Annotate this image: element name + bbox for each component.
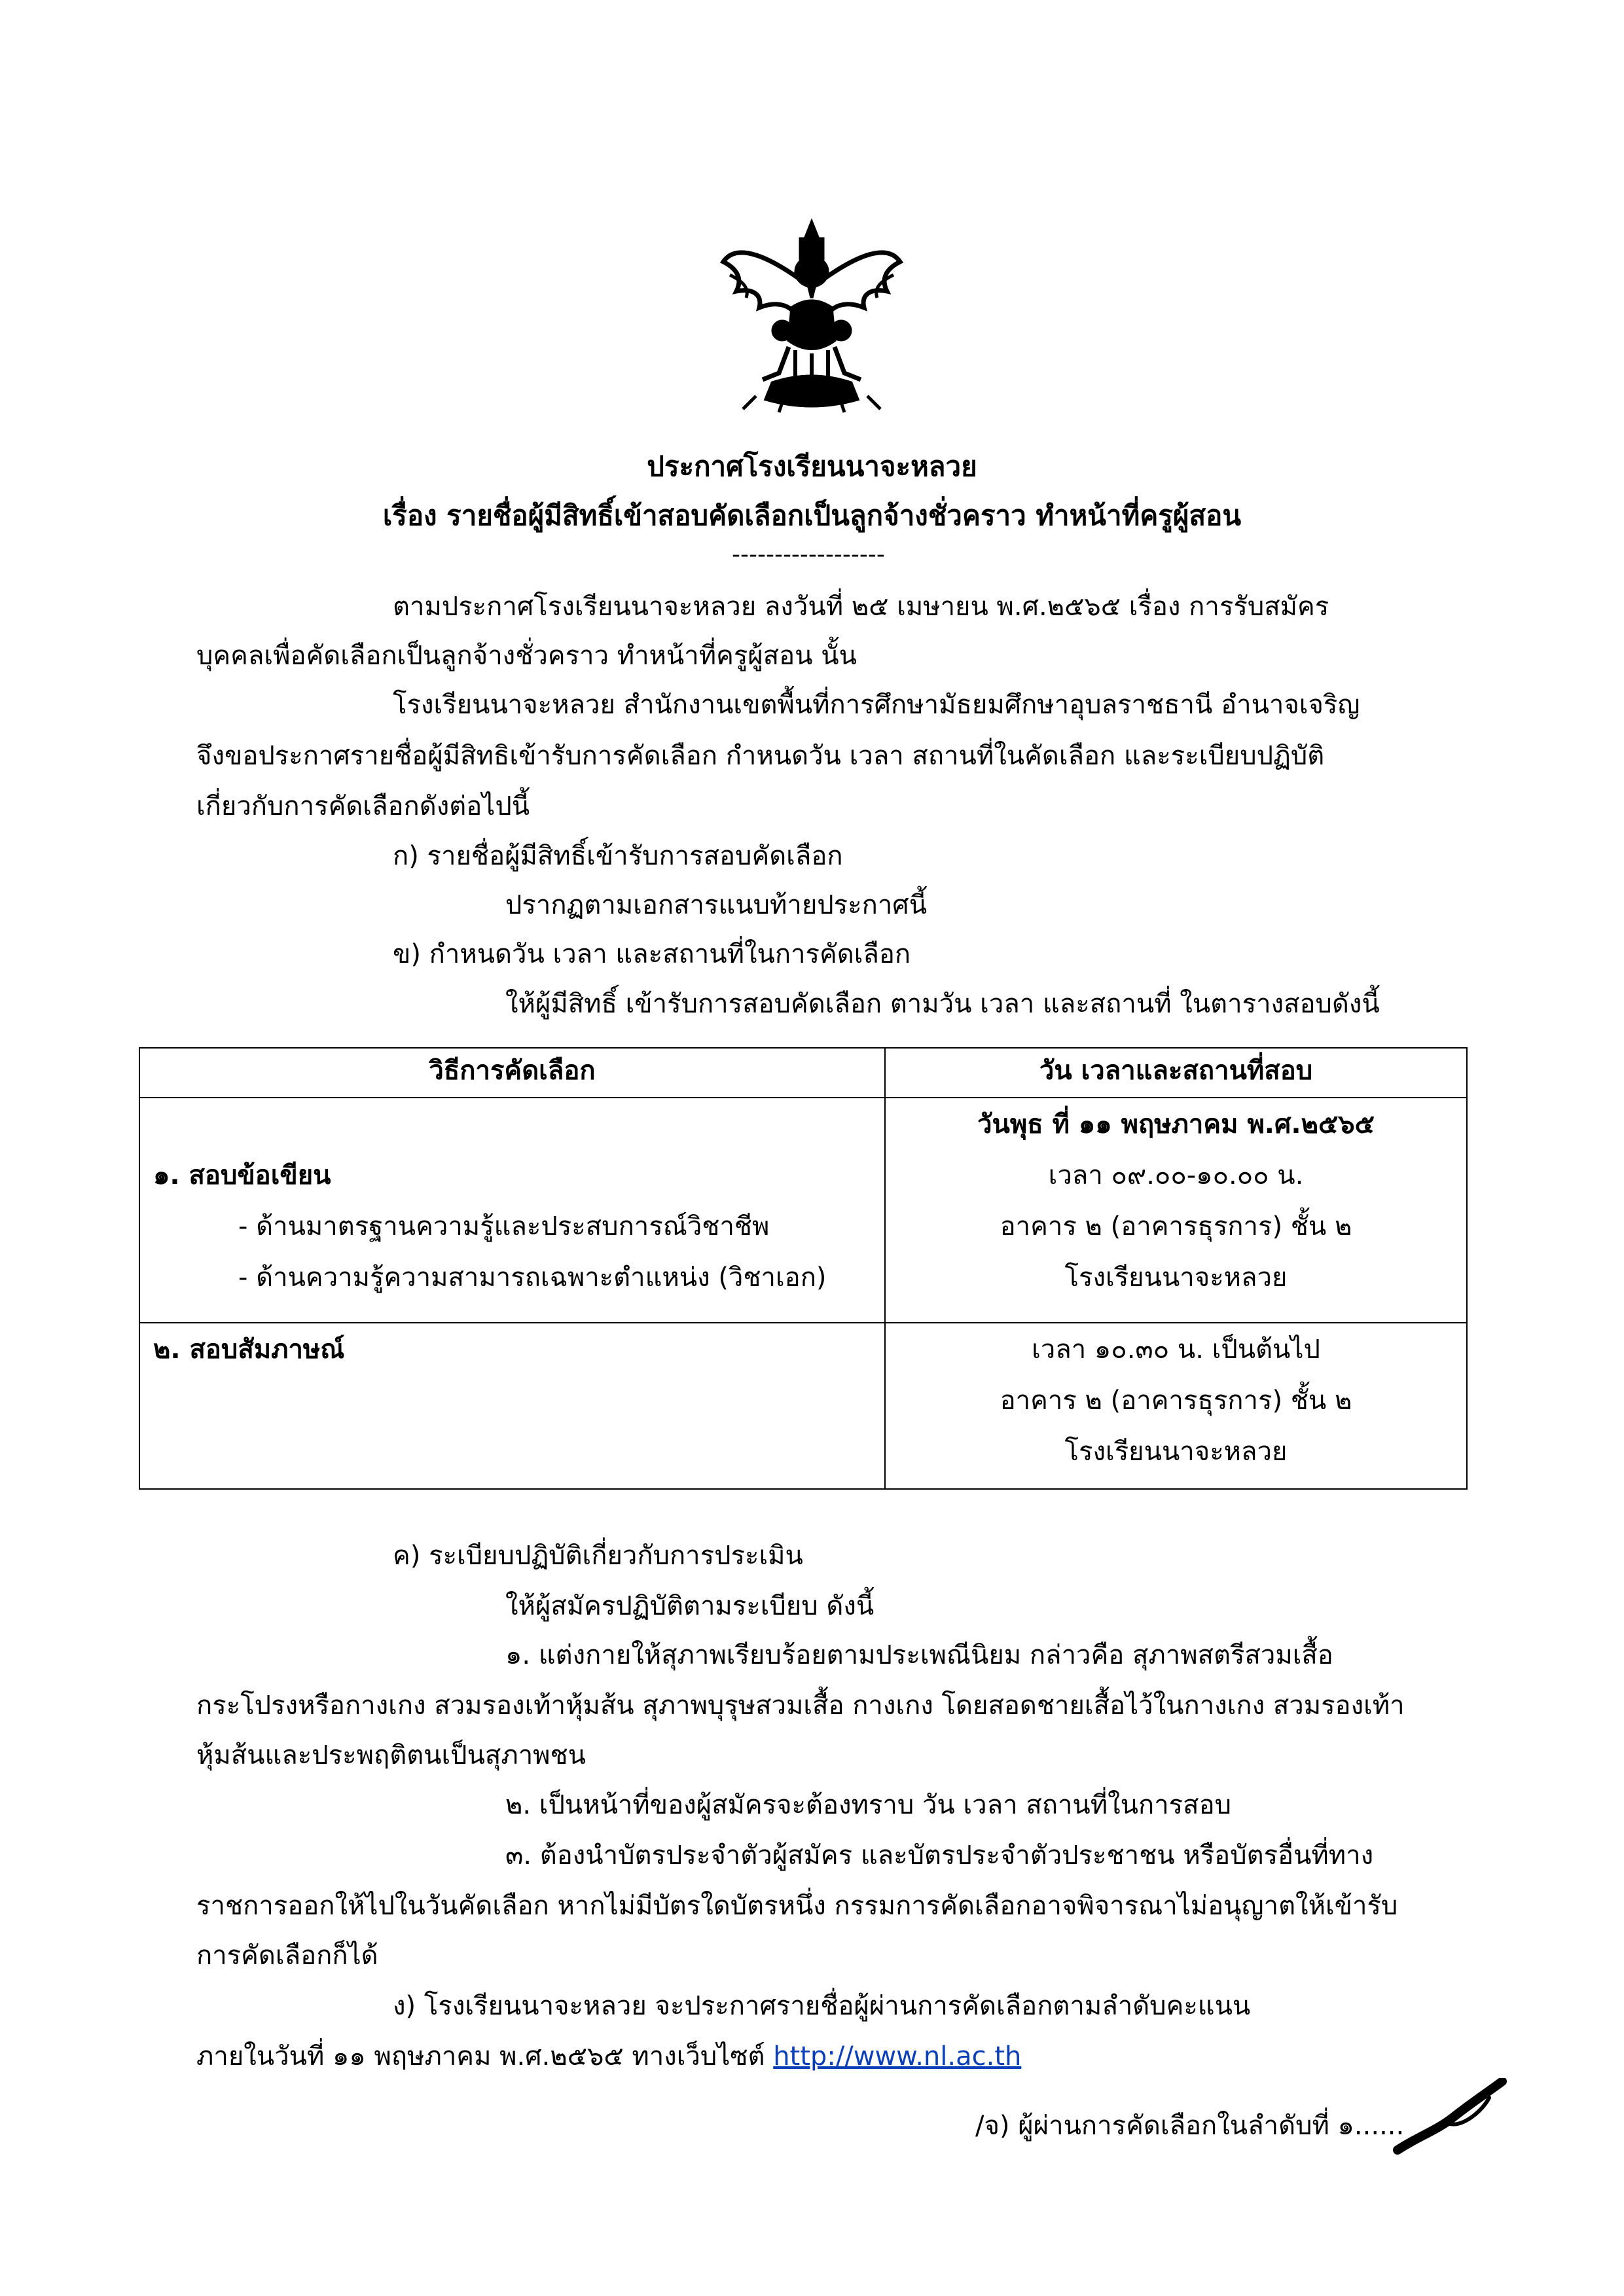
rule-3-line-2: ราชการออกให้ไปในวันคัดเลือก หากไม่มีบัตรใดบัตรหนึ่ง กรรมการคัดเลือกอาจพิจารณาไม่อนุญาตให้เข้ารับ: [196, 1891, 1398, 1921]
section-b-heading: ข) กำหนดวัน เวลา และสถานที่ในการคัดเลือก: [393, 939, 911, 969]
written-exam-datetime-cell: [885, 1098, 1467, 1323]
interview-school: โรงเรียนนาจะหลวย: [1064, 1437, 1288, 1467]
rule-1-line-1: ๑. แต่งกายให้สุภาพเรียบร้อยตามประเพณีนิยม กล่าวคือ สุภาพสตรีสวมเสื้อ: [505, 1640, 1333, 1670]
intro-paragraph-2-line-2: จึงขอประกาศรายชื่อผู้มีสิทธิเข้ารับการคัดเลือก กำหนดวัน เวลา สถานที่ในคัดเลือก และระเบียบปฏิบัติ: [196, 741, 1325, 771]
section-a-heading: ก) รายชื่อผู้มีสิทธิ์เข้ารับการสอบคัดเลือก: [393, 841, 843, 871]
announcement-title: ประกาศโรงเรียนนาจะหลวย: [647, 450, 977, 482]
intro-paragraph-1-line-1: [393, 592, 1447, 621]
section-d-date-text: ภายในวันที่ ๑๑ พฤษภาคม พ.ศ.๒๕๖๕ ทางเว็บไซต์: [196, 2041, 774, 2072]
interview-method-cell: [139, 1323, 885, 1489]
interview-time: เวลา ๑๐.๓๐ น. เป็นต้นไป: [1032, 1335, 1320, 1365]
written-exam-item-1: - ด้านมาตรฐานความรู้และประสบการณ์วิชาชีพ: [238, 1211, 770, 1242]
written-exam-building: อาคาร ๒ (อาคารธุรการ) ชั้น ๒: [1000, 1211, 1352, 1242]
interview-building: อาคาร ๒ (อาคารธุรการ) ชั้น ๒: [1000, 1386, 1352, 1416]
table-row: [139, 1323, 1467, 1489]
table-row: [139, 1098, 1467, 1323]
section-b-body: ให้ผู้มีสิทธิ์ เข้ารับการสอบคัดเลือก ตามวัน เวลา และสถานที่ ในตารางสอบดังนี้: [505, 989, 1380, 1019]
written-exam-time: เวลา ๐๙.๐๐-๑๐.๐๐ น.: [1048, 1160, 1304, 1191]
rule-1-line-3: หุ้มส้นและประพฤติตนเป็นสุภาพชน: [196, 1740, 586, 1770]
school-website-link[interactable]: http://www.nl.ac.th: [773, 2041, 1022, 2072]
interview-label: ๒. สอบสัมภาษณ์: [153, 1335, 345, 1365]
section-d-line-1: ง) โรงเรียนนาจะหลวย จะประกาศรายชื่อผู้ผ่านการคัดเลือกตามลำดับคะแนน: [393, 1991, 1251, 2021]
section-c-heading: ค) ระเบียบปฏิบัติเกี่ยวกับการประเมิน: [393, 1541, 803, 1571]
written-exam-label: ๑. สอบข้อเขียน: [153, 1160, 331, 1191]
announcement-subject: เรื่อง รายชื่อผู้มีสิทธิ์เข้าสอบคัดเลือกเป็นลูกจ้างชั่วคราว ทำหน้าที่ครูผู้สอน: [382, 499, 1242, 531]
signature-mark-icon: [1391, 2078, 1509, 2157]
title-separator: ------------------: [732, 541, 885, 568]
written-exam-date: วันพุธ ที่ ๑๑ พฤษภาคม พ.ศ.๒๕๖๕: [977, 1109, 1375, 1139]
garuda-emblem-icon: [717, 216, 907, 416]
written-exam-item-2: - ด้านความรู้ความสามารถเฉพาะตำแหน่ง (วิชาเอก): [238, 1263, 827, 1293]
intro-paragraph-2-line-1: โรงเรียนนาจะหลวย สำนักงานเขตพื้นที่การศึกษามัธยมศึกษาอุบลราชธานี อำนาจเจริญ: [393, 690, 1360, 720]
continuation-note: /จ) ผู้ผ่านการคัดเลือกในลำดับที่ ๑......: [975, 2111, 1405, 2141]
exam-schedule-table: [139, 1047, 1468, 1490]
interview-datetime-cell: [885, 1323, 1467, 1489]
intro-paragraph-2-line-3: เกี่ยวกับการคัดเลือกดังต่อไปนี้: [196, 791, 530, 821]
section-d-line-2: [196, 2042, 1021, 2071]
column-header-method: วิธีการคัดเลือก: [139, 1048, 885, 1098]
rule-2: ๒. เป็นหน้าที่ของผู้สมัครจะต้องทราบ วัน เวลา สถานที่ในการสอบ: [505, 1790, 1231, 1820]
section-c-intro: ให้ผู้สมัครปฏิบัติตามระเบียบ ดังนี้: [505, 1591, 875, 1621]
table-header-row: [139, 1048, 1467, 1098]
rule-3-line-3: การคัดเลือกก็ได้: [196, 1941, 378, 1971]
rule-1-line-2: กระโปรงหรือกางเกง สวมรองเท้าหุ้มส้น สุภาพบุรุษสวมเสื้อ กางเกง โดยสอดชายเสื้อไว้ในกางเกง สวมรองเท้า: [196, 1691, 1405, 1721]
intro-p1-text-1: ตามประกาศโรงเรียนนาจะหลวย ลงวันที่ ๒๕ เมษายน พ.ศ.๒๕๖๕ เรื่อง การรับสมัคร: [393, 592, 1329, 622]
section-a-body: ปรากฏตามเอกสารแนบท้ายประกาศนี้: [505, 890, 928, 920]
written-exam-school: โรงเรียนนาจะหลวย: [1064, 1263, 1288, 1293]
written-exam-method-cell: [139, 1098, 885, 1323]
rule-3-line-1: ๓. ต้องนำบัตรประจำตัวผู้สมัคร และบัตรประจำตัวประชาชน หรือบัตรอื่นที่ทาง: [505, 1840, 1374, 1871]
column-header-datetime: วัน เวลาและสถานที่สอบ: [885, 1048, 1467, 1098]
intro-paragraph-1-line-2: บุคคลเพื่อคัดเลือกเป็นลูกจ้างชั่วคราว ทำหน้าที่ครูผู้สอน นั้น: [196, 641, 857, 671]
